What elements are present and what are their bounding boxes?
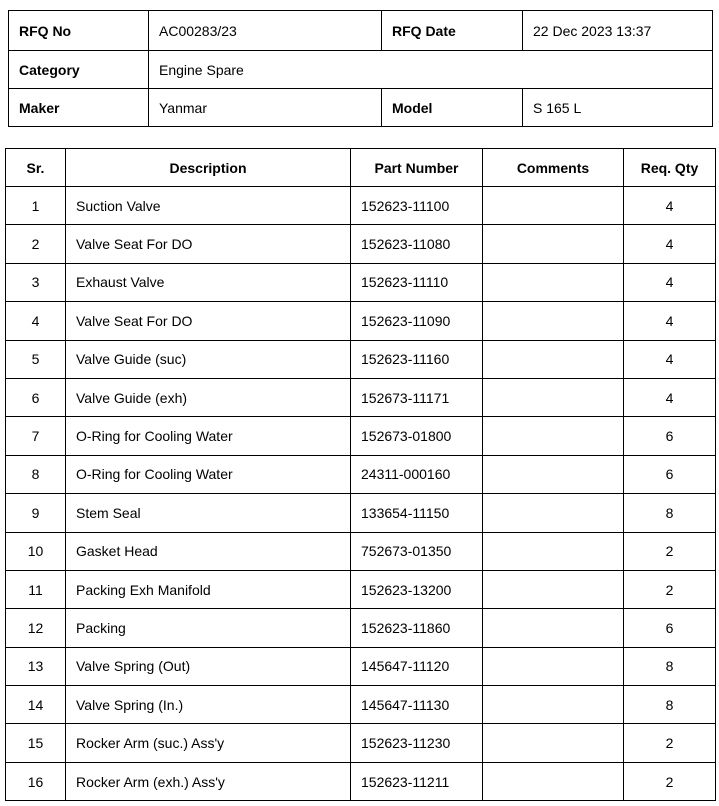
rfq-info-row-1 <box>9 11 713 51</box>
cell-part-number: 152623-11110 <box>351 263 483 301</box>
cell-description: Valve Guide (exh) <box>66 378 351 416</box>
parts-body <box>6 187 716 801</box>
cell-comments <box>483 340 624 378</box>
table-row <box>6 340 716 378</box>
table-row <box>6 724 716 762</box>
table-row <box>6 609 716 647</box>
cell-description: Suction Valve <box>66 187 351 225</box>
cell-part-number: 152623-11211 <box>351 762 483 800</box>
cell-sr: 14 <box>6 686 66 724</box>
col-header-part-number: Part Number <box>351 149 483 187</box>
table-row <box>6 570 716 608</box>
col-header-description: Description <box>66 149 351 187</box>
cell-part-number: 24311-000160 <box>351 455 483 493</box>
rfq-no-value: AC00283/23 <box>149 11 382 51</box>
cell-part-number: 145647-11130 <box>351 686 483 724</box>
cell-req-qty: 2 <box>624 762 716 800</box>
cell-description: Exhaust Valve <box>66 263 351 301</box>
table-row <box>6 686 716 724</box>
cell-comments <box>483 263 624 301</box>
cell-comments <box>483 494 624 532</box>
cell-req-qty: 8 <box>624 647 716 685</box>
cell-description: Stem Seal <box>66 494 351 532</box>
cell-req-qty: 8 <box>624 494 716 532</box>
cell-description: Valve Seat For DO <box>66 302 351 340</box>
cell-sr: 8 <box>6 455 66 493</box>
cell-sr: 13 <box>6 647 66 685</box>
table-row <box>6 378 716 416</box>
category-value: Engine Spare <box>149 51 713 89</box>
cell-description: Rocker Arm (exh.) Ass'y <box>66 762 351 800</box>
cell-part-number: 152623-11080 <box>351 225 483 263</box>
cell-part-number: 145647-11120 <box>351 647 483 685</box>
cell-req-qty: 4 <box>624 263 716 301</box>
cell-req-qty: 4 <box>624 302 716 340</box>
model-label: Model <box>382 89 523 127</box>
cell-part-number: 152623-11090 <box>351 302 483 340</box>
cell-description: Rocker Arm (suc.) Ass'y <box>66 724 351 762</box>
table-row <box>6 417 716 455</box>
cell-req-qty: 8 <box>624 686 716 724</box>
cell-req-qty: 2 <box>624 570 716 608</box>
cell-req-qty: 4 <box>624 378 716 416</box>
table-row <box>6 187 716 225</box>
rfq-no-label: RFQ No <box>9 11 149 51</box>
table-row <box>6 225 716 263</box>
cell-comments <box>483 647 624 685</box>
cell-comments <box>483 225 624 263</box>
cell-description: Gasket Head <box>66 532 351 570</box>
cell-part-number: 152673-11171 <box>351 378 483 416</box>
cell-comments <box>483 417 624 455</box>
col-header-sr: Sr. <box>6 149 66 187</box>
cell-part-number: 152623-11100 <box>351 187 483 225</box>
cell-sr: 6 <box>6 378 66 416</box>
rfq-date-value: 22 Dec 2023 13:37 <box>523 11 713 51</box>
cell-comments <box>483 455 624 493</box>
table-row <box>6 762 716 800</box>
col-header-comments: Comments <box>483 149 624 187</box>
maker-label: Maker <box>9 89 149 127</box>
table-row <box>6 263 716 301</box>
cell-comments <box>483 609 624 647</box>
maker-value: Yanmar <box>149 89 382 127</box>
cell-sr: 5 <box>6 340 66 378</box>
table-row <box>6 494 716 532</box>
cell-sr: 3 <box>6 263 66 301</box>
rfq-info-row-2 <box>9 51 713 89</box>
cell-sr: 4 <box>6 302 66 340</box>
cell-description: Valve Spring (In.) <box>66 686 351 724</box>
cell-sr: 10 <box>6 532 66 570</box>
table-row <box>6 302 716 340</box>
cell-sr: 9 <box>6 494 66 532</box>
table-row <box>6 532 716 570</box>
cell-description: Packing <box>66 609 351 647</box>
cell-req-qty: 6 <box>624 609 716 647</box>
cell-req-qty: 2 <box>624 532 716 570</box>
cell-comments <box>483 686 624 724</box>
cell-description: Valve Spring (Out) <box>66 647 351 685</box>
model-value: S 165 L <box>523 89 713 127</box>
cell-part-number: 152673-01800 <box>351 417 483 455</box>
cell-comments <box>483 378 624 416</box>
cell-req-qty: 6 <box>624 417 716 455</box>
cell-comments <box>483 762 624 800</box>
rfq-info-row-3 <box>9 89 713 127</box>
cell-req-qty: 4 <box>624 340 716 378</box>
parts-table <box>5 148 716 801</box>
table-row <box>6 647 716 685</box>
cell-comments <box>483 187 624 225</box>
cell-sr: 12 <box>6 609 66 647</box>
cell-description: Packing Exh Manifold <box>66 570 351 608</box>
cell-sr: 2 <box>6 225 66 263</box>
cell-description: O-Ring for Cooling Water <box>66 455 351 493</box>
cell-sr: 11 <box>6 570 66 608</box>
cell-sr: 16 <box>6 762 66 800</box>
col-header-req-qty: Req. Qty <box>624 149 716 187</box>
cell-req-qty: 2 <box>624 724 716 762</box>
rfq-info-table <box>8 10 713 127</box>
cell-req-qty: 6 <box>624 455 716 493</box>
cell-part-number: 752673-01350 <box>351 532 483 570</box>
cell-sr: 7 <box>6 417 66 455</box>
cell-part-number: 152623-13200 <box>351 570 483 608</box>
cell-sr: 1 <box>6 187 66 225</box>
cell-comments <box>483 724 624 762</box>
cell-comments <box>483 532 624 570</box>
parts-header-row <box>6 149 716 187</box>
cell-part-number: 152623-11160 <box>351 340 483 378</box>
cell-comments <box>483 302 624 340</box>
category-label: Category <box>9 51 149 89</box>
cell-description: Valve Guide (suc) <box>66 340 351 378</box>
cell-comments <box>483 570 624 608</box>
cell-req-qty: 4 <box>624 187 716 225</box>
cell-description: Valve Seat For DO <box>66 225 351 263</box>
rfq-date-label: RFQ Date <box>382 11 523 51</box>
cell-description: O-Ring for Cooling Water <box>66 417 351 455</box>
cell-req-qty: 4 <box>624 225 716 263</box>
table-row <box>6 455 716 493</box>
cell-part-number: 133654-11150 <box>351 494 483 532</box>
cell-part-number: 152623-11860 <box>351 609 483 647</box>
cell-sr: 15 <box>6 724 66 762</box>
cell-part-number: 152623-11230 <box>351 724 483 762</box>
